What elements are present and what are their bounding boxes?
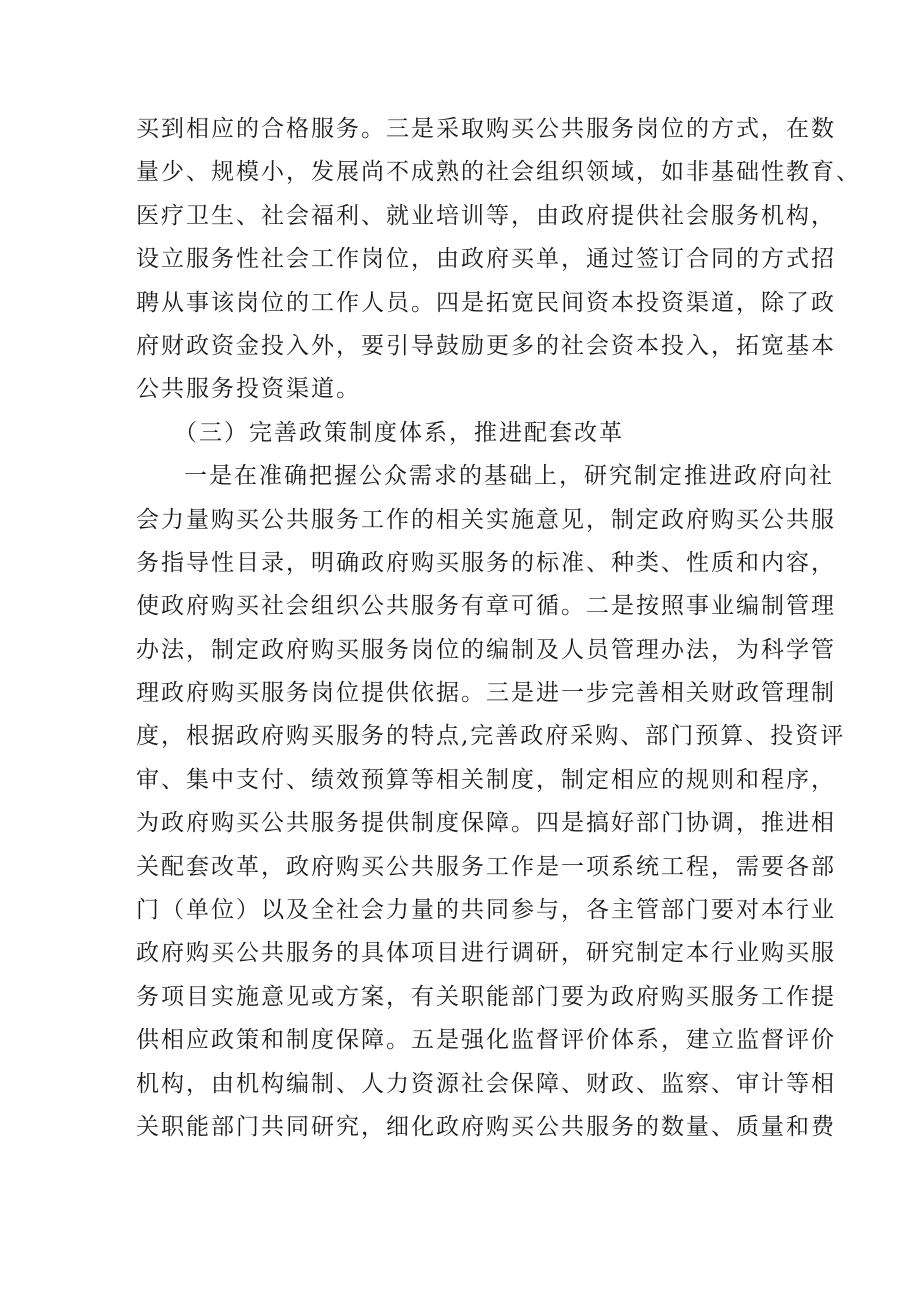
text-line: 供相应政策和制度保障。五是强化监督评价体系，建立监督评价	[136, 1027, 836, 1054]
text-line: 关配套改革，政府购买公共服务工作是一项系统工程，需要各部	[136, 853, 836, 880]
text-line: 为政府购买公共服务提供制度保障。四是搞好部门协调，推进相	[136, 810, 836, 837]
text-line: 使政府购买社会组织公共服务有章可循。二是按照事业编制管理	[136, 593, 836, 620]
text-line: 办法，制定政府购买服务岗位的编制及人员管理办法，为科学管	[136, 636, 836, 663]
section-heading: （三）完善政策制度体系，推进配套改革	[174, 419, 624, 446]
text-line: 务指导性目录，明确政府购买服务的标准、种类、性质和内容，	[136, 549, 836, 576]
text-line: 买到相应的合格服务。三是采取购买公共服务岗位的方式，在数	[136, 116, 836, 142]
text-line: 审、集中支付、绩效预算等相关制度，制定相应的规则和程序，	[136, 766, 836, 793]
text-line: 府财政资金投入外，要引导鼓励更多的社会资本投入，拓宽基本	[136, 332, 836, 359]
text-line: 门（单位）以及全社会力量的共同参与，各主管部门要对本行业	[136, 897, 836, 924]
text-line: 务项目实施意见或方案，有关职能部门要为政府购买服务工作提	[136, 983, 836, 1010]
text-line: 聘从事该岗位的工作人员。四是拓宽民间资本投资渠道，除了政	[136, 289, 836, 316]
text-line: 公共服务投资渠道。	[136, 376, 361, 403]
text-line: 机构，由机构编制、人力资源社会保障、财政、监察、审计等相	[136, 1070, 836, 1097]
text-line: 理政府购买服务岗位提供依据。三是进一步完善相关财政管理制	[136, 680, 836, 707]
body-text	[136, 108, 861, 1149]
text-line: 一是在准确把握公众需求的基础上，研究制定推进政府向社	[184, 463, 834, 490]
text-line: 度，根据政府购买服务的特点,完善政府采购、部门预算、投资评	[136, 723, 846, 750]
text-line: 量少、规模小，发展尚不成熟的社会组织领域，如非基础性教育、	[136, 159, 861, 186]
text-line: 医疗卫生、社会福利、就业培训等，由政府提供社会服务机构，	[136, 202, 836, 229]
text-line: 关职能部门共同研究，细化政府购买公共服务的数量、质量和费	[136, 1113, 836, 1140]
text-line: 设立服务性社会工作岗位，由政府买单，通过签订合同的方式招	[136, 246, 836, 273]
text-line: 会力量购买公共服务工作的相关实施意见，制定政府购买公共服	[136, 506, 836, 533]
text-line: 政府购买公共服务的具体项目进行调研，研究制定本行业购买服	[136, 940, 836, 967]
